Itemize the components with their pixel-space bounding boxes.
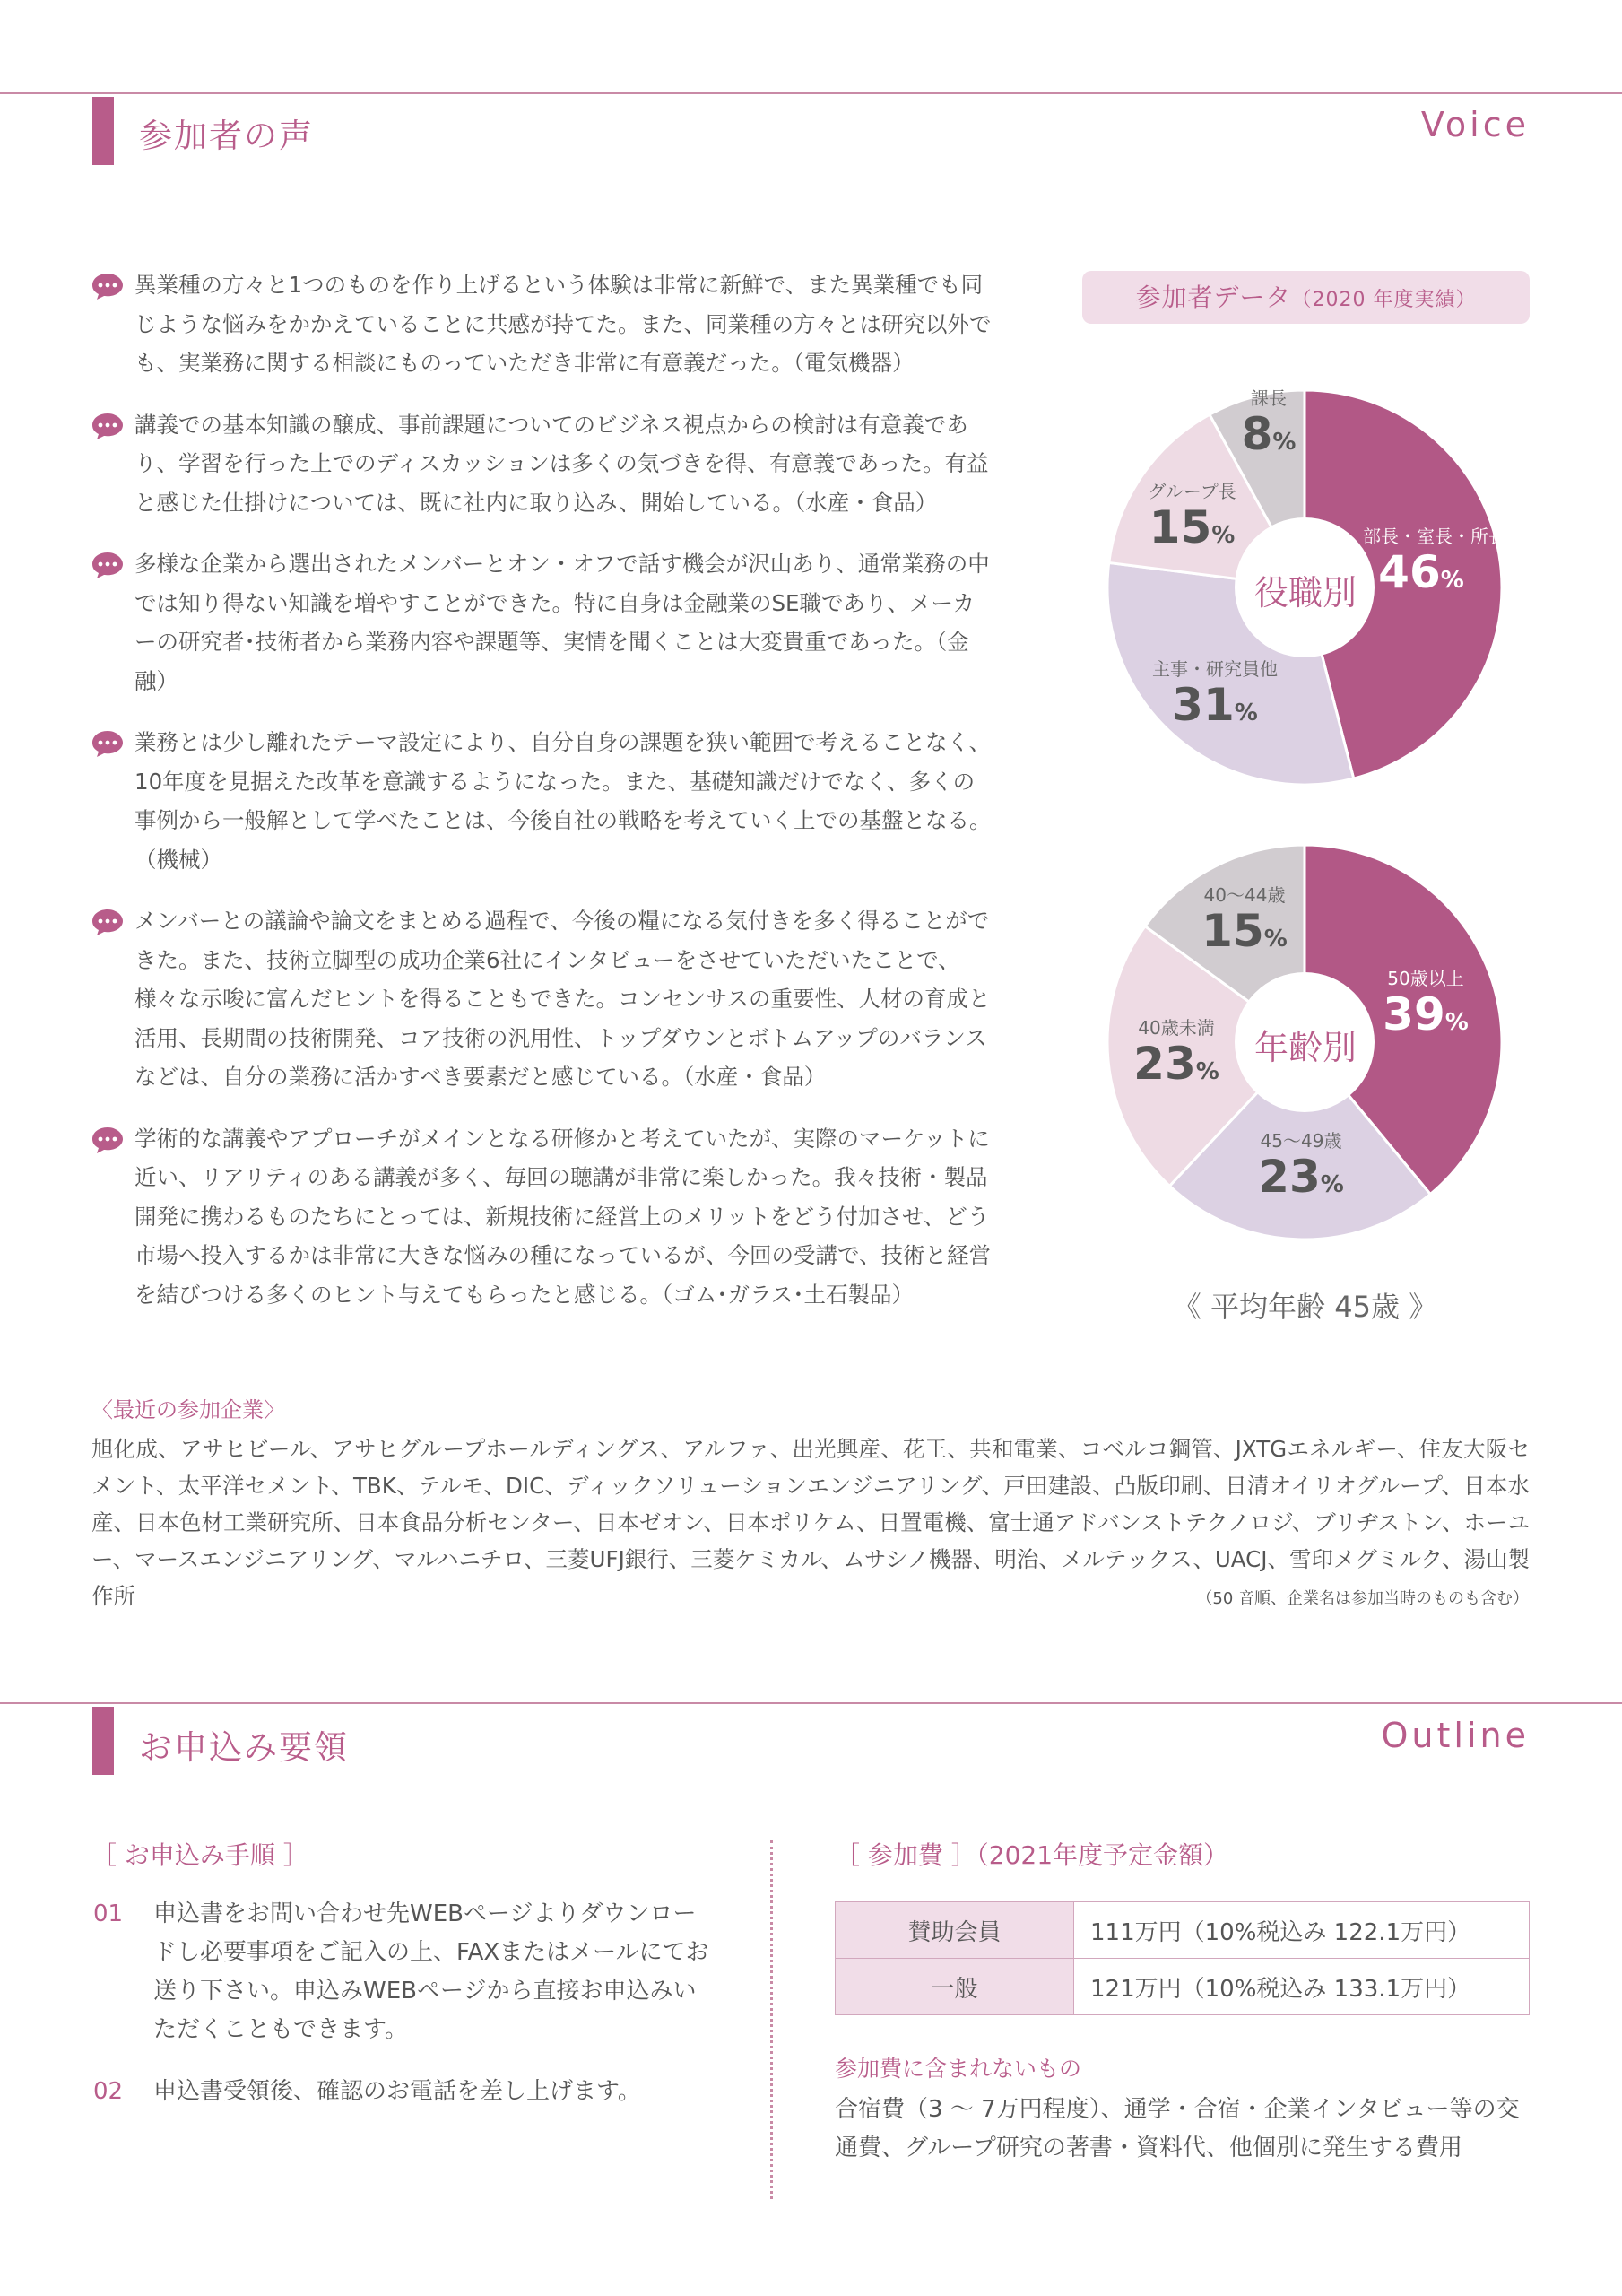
excluded-heading: 参加費に含まれないもの [835, 2056, 1082, 2082]
slice-percent [1363, 990, 1488, 1047]
slice-value: 46 [1378, 546, 1441, 598]
voice-comment-text: 学術的な講義やアプローチがメインとなる研修かと考えていたが、実際のマーケットに近い、リアリティのある講義が多く、毎回の聴講が非常に楽しかった。我々技術・製品開発に携わるものたちにとっては、新規技術に経営上のメリットをどう付加させ、どう市場へ投入するかは非常に大きな悩みの種になっているが、今回の受講で、技術と経営を結びつける多くのヒント与えてもらったと感じる。（ゴム･ガラス･土石製品） [134, 1125, 992, 1308]
outline-title-en: Outline [1381, 1716, 1530, 1755]
speech-bubble-icon [91, 1126, 124, 1154]
percent-unit: % [1211, 522, 1236, 549]
voice-comment-text: 多様な企業から選出されたメンバーとオン・オフで話す機会が沢山あり、通常業務の中では知り得ない知識を増やすことができた。特に自身は金融業のSE職であり、メーカーの研究者･技術者から業務内容や課題等、実情を聞くことは大変貴重であった。（金融） [134, 551, 990, 694]
step-text: 申込書をお問い合わせ先WEBページよりダウンロードし必要事項をご記入の上、FAXまたはメールにてお送り下さい。申込みWEBページから直接お申込みいただくこともできます。 [153, 1900, 709, 2043]
slice-label-group-leader [1132, 480, 1253, 560]
slice-percent [1228, 410, 1309, 466]
voice-comment-text: メンバーとの議論や論文をまとめる過程で、今後の糧になる気付きを多く得ることができた。また、技術立脚型の成功企業6社にインタビューをさせていただいたことで、様々な示唆に富んだヒントを得ることもできた。コンセンサスの重要性、人材の育成と活用、長期間の技術開発、コア技術の汎用性、トップダウンとボトムアップのバランスなどは、自分の業務に活かすべき要素だと感じている。（水産・食品） [134, 908, 991, 1090]
participant-data-heading [1082, 271, 1530, 324]
fee-value: 121万円（10%税込み 133.1万円） [1074, 1959, 1530, 2015]
slice-label-text: 40〜44歳 [1203, 884, 1286, 906]
voice-comment [91, 265, 992, 383]
slice-label-text: 課長 [1251, 387, 1287, 409]
age-pie-center-label: 年齢別 [1253, 1028, 1357, 1067]
percent-unit: % [1444, 1009, 1469, 1036]
column-divider [770, 1840, 773, 2199]
slice-label-text: 45〜49歳 [1260, 1130, 1342, 1152]
table-row [836, 1959, 1530, 2015]
excluded-text: 合宿費（3 〜 7万円程度）、通学・合宿・企業インタビュー等の交通費、グループ研究の著書・資料代、他個別に発生する費用 [835, 2096, 1520, 2161]
procedure-step [93, 1895, 721, 2053]
slice-value: 31 [1172, 679, 1235, 731]
outline-title: お申込み要領 [139, 1728, 349, 1767]
slice-percent [1132, 503, 1253, 560]
section-accent-bar [92, 97, 114, 165]
procedure-step [93, 2073, 721, 2113]
voice-comment [91, 1119, 992, 1315]
speech-bubble-icon [91, 730, 124, 758]
voice-comment [91, 723, 992, 879]
fee-table [835, 1901, 1530, 2015]
companies-heading: 〈最近の参加企業〉 [91, 1397, 285, 1422]
voice-title-en: Voice [1420, 105, 1530, 144]
percent-unit: % [1234, 700, 1258, 726]
slice-label-40-44 [1177, 883, 1312, 963]
slice-label-50-plus [1363, 967, 1488, 1047]
slice-percent [1177, 907, 1312, 963]
voice-comment [91, 901, 992, 1097]
fee-heading: ［ 参加費 ］（2021年度予定金額） [835, 1840, 1229, 1870]
slice-label-45-49 [1234, 1129, 1368, 1209]
participant-data-year: （2020 年度実績） [1291, 289, 1477, 311]
slice-value: 39 [1383, 988, 1445, 1040]
slice-percent [1139, 681, 1291, 737]
voice-comment-text: 異業種の方々と1つのものを作り上げるという体験は非常に新鮮で、また異業種でも同じような悩みをかかえていることに共感が持てた。また、同業種の方々とは研究以外でも、実業務に関する相談にものっていただき非常に有意義だった。（電気機器） [134, 272, 992, 376]
voice-comment [91, 405, 992, 523]
companies-list: 旭化成、アサヒビール、アサヒグループホールディングス、アルファ、出光興産、花王、共和電業、コベルコ鋼管、JXTGエネルギー、住友大阪セメント、太平洋セメント、TBK、テルモ、DIC、ディックソリューションエンジニアリング、戸田建設、凸版印刷、日清オイリオグループ、日本水産、日本色材工業研究所、日本食品分析センター、日本ゼオン、日本ポリケム、日置電機、富士通アドバンストテクノロジ、ブリヂストン、ホーユー、マースエンジニアリング、マルハニチロ、三菱UFJ銀行、三菱ケミカル、ムサシノ機器、明治、メルテックス、UACJ、雪印メグミルク、湯山製作所 [91, 1436, 1530, 1609]
fee-label: 賛助会員 [836, 1902, 1074, 1959]
percent-unit: % [1263, 926, 1288, 952]
speech-bubble-icon [91, 909, 124, 936]
speech-bubble-icon [91, 273, 124, 300]
slice-label-researcher [1139, 657, 1291, 737]
table-row [836, 1902, 1530, 1959]
step-number: 02 [93, 2078, 124, 2105]
step-number: 01 [93, 1900, 124, 1927]
slice-label-section-chief [1228, 387, 1309, 466]
percent-unit: % [1272, 429, 1297, 456]
position-pie-center-label: 役職別 [1253, 573, 1357, 613]
companies-note: （50 音順、企業名は参加当時のものも含む） [1196, 1589, 1529, 1608]
slice-value: 15 [1201, 905, 1264, 957]
percent-unit: % [1440, 567, 1464, 594]
step-text: 申込書受領後、確認のお電話を差し上げます。 [153, 2078, 641, 2105]
section-divider-outline [0, 1702, 1622, 1704]
voice-comment-list [91, 265, 992, 1336]
slice-percent [1234, 1152, 1368, 1209]
section-divider-voice [0, 92, 1622, 94]
slice-label-text: 50歳以上 [1387, 968, 1464, 989]
slice-value: 23 [1258, 1151, 1321, 1203]
procedure-heading: ［ お申込み手順 ］ [91, 1840, 308, 1870]
fee-label: 一般 [836, 1959, 1074, 2015]
voice-comment [91, 544, 992, 700]
slice-percent [1354, 548, 1488, 604]
slice-label-text: 部長・室長・所長 [1363, 526, 1506, 547]
slice-label-text: グループ長 [1148, 481, 1236, 502]
slice-label-manager [1354, 525, 1506, 604]
percent-unit: % [1320, 1171, 1344, 1198]
slice-value: 8 [1241, 408, 1273, 460]
voice-comment-text: 業務とは少し離れたテーマ設定により、自分自身の課題を狭い範囲で考えることなく、10年度を見据えた改革を意識するようになった。また、基礎知識だけでなく、多くの事例から一般解として学べたことは、今後自社の戦略を考えていく上での基盤となる。（機械） [134, 729, 992, 873]
percent-unit: % [1195, 1058, 1219, 1085]
slice-label-text: 主事・研究員他 [1152, 658, 1278, 680]
speech-bubble-icon [91, 413, 124, 440]
fee-value: 111万円（10%税込み 122.1万円） [1074, 1902, 1530, 1959]
slice-label-text: 40歳未満 [1138, 1017, 1215, 1039]
slice-label-under-40 [1118, 1016, 1235, 1096]
participant-data-title: 参加者データ [1135, 283, 1292, 312]
voice-comment-text: 講義での基本知識の醸成、事前課題についてのビジネス視点からの検討は有意義であり、学習を行った上でのディスカッションは多くの気づきを得、有意義であった。有益と感じた仕掛けについては、既に社内に取り込み、開始している。（水産・食品） [134, 411, 989, 516]
slice-value: 15 [1149, 501, 1212, 553]
slice-percent [1118, 1039, 1235, 1096]
average-age: 《 平均年齢 45歳 》 [1172, 1290, 1438, 1324]
voice-title: 参加者の声 [139, 117, 314, 155]
speech-bubble-icon [91, 552, 124, 579]
section-accent-bar [92, 1707, 114, 1775]
slice-value: 23 [1133, 1038, 1196, 1090]
